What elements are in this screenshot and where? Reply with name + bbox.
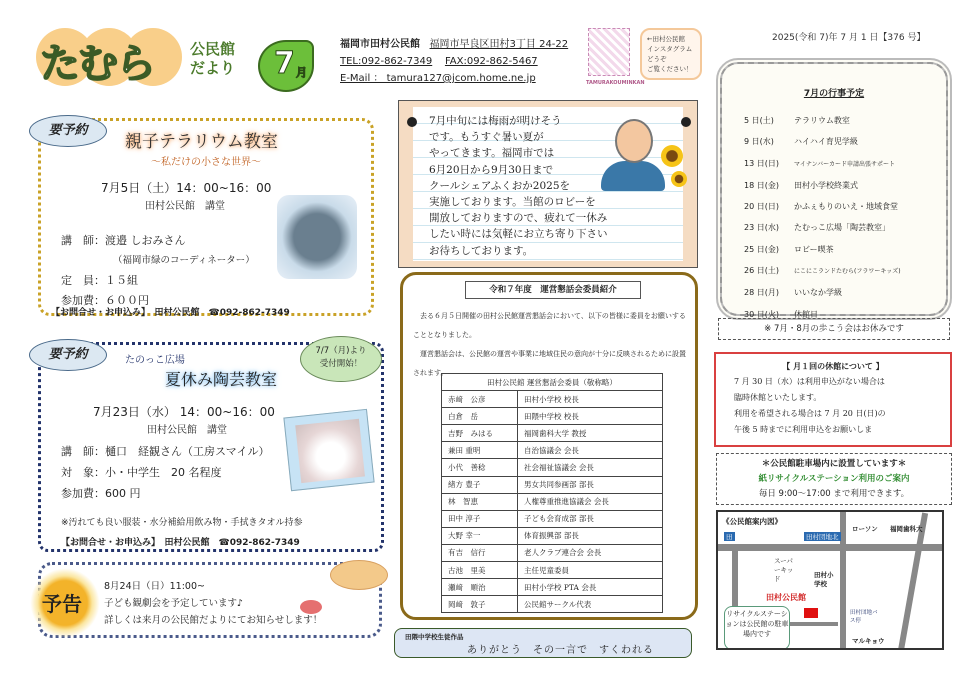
fee: 参加費：600 円 <box>61 487 141 500</box>
tel: TEL:092-862-7349 <box>340 56 433 67</box>
event-note: ※汚れても良い服装・水分補給用飲み物・手拭きタオル持参 <box>61 518 303 528</box>
member-name: 緒方 豊子 <box>442 476 518 493</box>
sunflower-icon <box>661 145 683 167</box>
schedule-item <box>744 131 901 152</box>
table-row <box>442 493 663 510</box>
target: 対 象：小・中学生 20 名程度 <box>61 466 222 479</box>
insta-line: インスタグラム <box>647 45 693 53</box>
student-label: 田隈中学校生徒作品 <box>405 633 464 641</box>
contact-info <box>340 36 568 87</box>
schedule-title: 7月の行事予定 <box>803 89 865 99</box>
event-datetime: 7月23日（水） 14：00~16：00 <box>93 405 275 419</box>
schedule-item <box>744 282 901 303</box>
logo-subtitle <box>190 40 235 78</box>
message-line: 実施しております。当館のロビーを <box>429 196 596 209</box>
email-link[interactable]: E-Mail ： tamura127@jcom.home.ne.jp <box>340 73 536 84</box>
message-text <box>429 113 619 259</box>
terrarium-photo <box>277 195 357 279</box>
logo <box>36 28 186 90</box>
event-contact: 【お問合せ・お申込み】 田村公民館 ☎092-862-7349 <box>51 308 290 318</box>
schedule-event: いいなか学級 <box>794 288 842 298</box>
bubble-line: 7/7（月)より <box>315 346 367 356</box>
org-name: 福岡市田村公民館 <box>340 39 420 50</box>
insta-line: どうぞ <box>647 55 667 63</box>
member-name: 小代 善稔 <box>442 459 518 476</box>
schedule-date: 23 日(水) <box>744 223 779 233</box>
reservation-badge: 要予約 <box>29 115 107 147</box>
bubble-line: 受付開始！ <box>319 359 363 369</box>
hall-marker-icon <box>804 608 818 618</box>
event-subtitle: ～私だけの小さな世界～ <box>151 157 261 168</box>
table-row <box>442 442 663 459</box>
schedule-list <box>744 110 901 325</box>
recycle-line2: 紙リサイクルステーション利用のご案内 <box>758 474 910 484</box>
recycle-notice <box>716 453 952 505</box>
access-map <box>716 510 944 650</box>
recycle-line3: 毎日 9:00～17:00 まで利用できます。 <box>758 489 910 499</box>
member-role: 田村小学校 校長 <box>518 391 663 408</box>
sunflower-icon <box>671 171 687 187</box>
subtitle-line2: だより <box>190 59 236 77</box>
map-label-dental: 福岡歯科大 <box>890 525 923 533</box>
member-name: 林 智恵 <box>442 493 518 510</box>
committee-title: 令和７年度 運営懇話会委員紹介 <box>465 281 641 299</box>
member-name: 古池 里美 <box>442 562 518 579</box>
schedule-item <box>744 153 901 175</box>
closure-line: 臨時休館といたします。 <box>734 393 822 402</box>
event-contact: 【お問合せ・お申込み】 田村公民館 ☎092-862-7349 <box>61 538 300 548</box>
schedule-item <box>744 110 901 131</box>
instagram-note <box>640 28 702 80</box>
member-name: 赤﨑 公彦 <box>442 391 518 408</box>
committee-section <box>400 272 698 620</box>
member-role: 社会福祉協議会 会長 <box>518 459 663 476</box>
schedule-date: 13 日(日) <box>744 158 779 168</box>
schedule-box <box>716 58 952 320</box>
map-label-bus-stop: 田村団地バス停 <box>850 610 878 624</box>
event-pretitle: たのっこ広場 <box>125 355 185 366</box>
member-role: 体育振興部 部長 <box>518 527 663 544</box>
instructor-note: （福岡市緑のコーディネーター） <box>113 255 255 266</box>
preview-text <box>104 578 322 629</box>
member-role: 子ども会育成部 部長 <box>518 510 663 527</box>
instructor: 講 師：樋口 経観さん（工房スマイル） <box>61 445 270 458</box>
member-name: 大野 幸一 <box>442 527 518 544</box>
intro-paragraph: 去る６月５日開催の田村公民館運営懇話会において、以下の皆様に委員をお願いすることとなりました。 <box>413 312 686 339</box>
map-title: 《公民館案内図》 <box>722 517 782 526</box>
address: 福岡市早良区田村3丁目 24-22 <box>429 39 569 50</box>
schedule-item <box>744 196 901 217</box>
message-line: やってきます。福岡市では <box>429 147 555 160</box>
schedule-event: マイナンバーカード申請出張サポート <box>794 160 896 168</box>
pin-icon <box>407 117 417 127</box>
sun-icon <box>30 568 100 638</box>
insta-line: ←田村公民館 <box>647 35 685 43</box>
student-slogan: ありがとう その一言で すくわれる <box>467 645 654 656</box>
member-name: 吉野 みはる <box>442 425 518 442</box>
closure-line: 利用を希望される場合は 7 月 20 日(日)の <box>734 409 886 418</box>
closure-line: 午後 5 時までに利用申込をお願いしま <box>734 425 873 434</box>
preview-line: 8月24日（日）11:00~ <box>104 581 205 592</box>
member-role: 人権尊重推進協議会 会長 <box>518 493 663 510</box>
schedule-date: 30 日(火) <box>744 309 779 319</box>
qr-label: TAMURAKOUMINKAN <box>586 80 645 86</box>
preview-line: 子ども観劇会を予定しています♪ <box>104 598 244 609</box>
schedule-date: 18 日(金) <box>744 180 779 190</box>
map-callout: リサイクルステーションは公民館の駐車場内です <box>724 606 790 650</box>
table-row <box>442 596 663 613</box>
schedule-item <box>744 239 901 260</box>
student-work-banner <box>394 628 692 658</box>
member-role: 福岡歯科大学 教授 <box>518 425 663 442</box>
capacity: 定 員：１５組 <box>61 274 138 287</box>
table-row <box>442 527 663 544</box>
logo-text: たむら <box>40 41 154 87</box>
table-row <box>442 408 663 425</box>
schedule-event: 田村小学校終業式 <box>794 180 858 190</box>
event-details <box>61 441 270 504</box>
director-illustration <box>601 119 665 191</box>
pottery-photo <box>283 409 374 491</box>
member-role: 公民館サークル代表 <box>518 596 663 613</box>
reservation-badge: 要予約 <box>29 339 107 371</box>
member-role: 田村小学校 PTA 会長 <box>518 579 663 596</box>
member-name: 兼田 重明 <box>442 442 518 459</box>
fax: FAX:092-862-5467 <box>444 56 538 67</box>
closure-line: 7 月 30 日（水）は利用申込がない場合は <box>734 377 885 386</box>
table-row <box>442 391 663 408</box>
walking-club-note: ※ 7月・8月の歩こう会はお休みです <box>718 318 950 340</box>
message-line: 開放しておりますので、疲れて一休み <box>429 212 608 225</box>
intro-paragraph: 運営懇話会は、公民館の運営や事業に地域住民の意向が十分に反映されるために設置されます。 <box>413 350 686 377</box>
recycle-line1: ＊公民館駐車場内に設置しています＊ <box>761 459 907 469</box>
insta-line: ご覧ください！ <box>647 65 693 73</box>
instagram-qr-code[interactable] <box>588 28 630 76</box>
member-role: 自治協議会 会長 <box>518 442 663 459</box>
fee: 参加費：６００円 <box>61 294 149 307</box>
crab-icon <box>300 600 322 614</box>
month-number: 7 <box>274 46 295 81</box>
map-label-school: 田村小学校 <box>814 571 834 588</box>
schedule-event: 休館日 <box>794 309 818 319</box>
straw-hat-icon <box>330 560 388 590</box>
schedule-item <box>744 260 901 282</box>
table-row <box>442 544 663 561</box>
message-line: クールシェアふくおか2025を <box>429 179 571 192</box>
message-line: です。もうすぐ暑い夏が <box>429 131 544 144</box>
event-details <box>61 231 255 311</box>
event-title: 親子テラリウム教室 <box>125 132 278 152</box>
schedule-item <box>744 217 901 238</box>
table-row <box>442 425 663 442</box>
table-row <box>442 476 663 493</box>
event-datetime: 7月5日（土）14：00~16：00 <box>101 181 272 195</box>
message-line: 6月20日から9月30日まで <box>429 163 554 176</box>
member-role: 主任児童委員 <box>518 562 663 579</box>
map-label-lawson: ローソン <box>852 525 878 533</box>
message-line: お待ちしております。 <box>429 244 534 257</box>
schedule-event: にこにこランドたむら(フラワーキッズ) <box>794 268 901 276</box>
month-unit: 月 <box>296 66 307 79</box>
event-place: 田村公民館 講堂 <box>145 201 225 212</box>
schedule-event: ロビー喫茶 <box>794 244 834 254</box>
table-row <box>442 459 663 476</box>
terrarium-event <box>38 118 374 316</box>
committee-intro <box>413 307 689 383</box>
schedule-date: 20 日(日) <box>744 202 779 212</box>
member-name: 白倉 岳 <box>442 408 518 425</box>
table-row <box>442 510 663 527</box>
schedule-event: かふぇもりのいえ・地域食堂 <box>794 202 898 212</box>
map-label-station: 田村団地北 <box>806 533 839 541</box>
pin-icon <box>681 117 691 127</box>
registration-bubble <box>300 336 382 382</box>
subtitle-line1: 公民館 <box>190 40 236 58</box>
map-label-supermarket: スーパーキッド <box>774 557 794 583</box>
event-place: 田村公民館 講堂 <box>147 425 227 436</box>
event-title: 夏休み陶芸教室 <box>165 370 278 389</box>
schedule-event: ハイハイ育児学級 <box>794 137 858 147</box>
member-role: 男女共同参画部 部長 <box>518 476 663 493</box>
member-role: 田隈中学校 校長 <box>518 408 663 425</box>
director-message <box>398 100 698 268</box>
table-row <box>442 579 663 596</box>
message-line: 7月中旬には梅雨が明けそう <box>429 115 562 127</box>
table-header: 田村公民館 運営懇話会委員（敬称略） <box>442 374 663 391</box>
committee-table <box>441 373 663 613</box>
schedule-date: 25 日(金) <box>744 244 779 254</box>
schedule-item <box>744 175 901 196</box>
month-badge <box>258 40 314 92</box>
map-label: 田 <box>726 533 733 541</box>
map-label-marukyo: マルキョウ <box>852 637 885 645</box>
table-row <box>442 562 663 579</box>
member-role: 老人クラブ連合会 会長 <box>518 544 663 561</box>
schedule-date: 5 日(土) <box>744 116 774 125</box>
schedule-date: 26 日(土) <box>744 266 779 276</box>
schedule-event: たむっこ広場「陶芸教室」 <box>794 223 890 233</box>
member-name: 田中 淳子 <box>442 510 518 527</box>
message-line: したい時には気軽にお立ち寄り下さい <box>429 228 608 241</box>
preview-badge: 予告 <box>42 592 82 616</box>
instructor: 講 師：渡邉 しおみさん <box>61 234 186 247</box>
preview-line: 詳しくは来月の公民館だよりにてお知らせします！ <box>104 615 323 626</box>
schedule-date: 28 日(月) <box>744 288 779 298</box>
member-name: 有吉 信行 <box>442 544 518 561</box>
issue-date: 2025(令和 7)年 7 月 1 日【376 号】 <box>772 33 926 43</box>
member-name: 瀬﨑 順治 <box>442 579 518 596</box>
closure-title: 【 月１回の休館について 】 <box>782 361 884 371</box>
map-label-hall: 田村公民館 <box>766 593 806 602</box>
closure-notice <box>714 352 952 447</box>
member-name: 岡﨑 敦子 <box>442 596 518 613</box>
schedule-date: 9 日(水) <box>744 137 774 147</box>
schedule-event: テラリウム教室 <box>794 116 850 125</box>
